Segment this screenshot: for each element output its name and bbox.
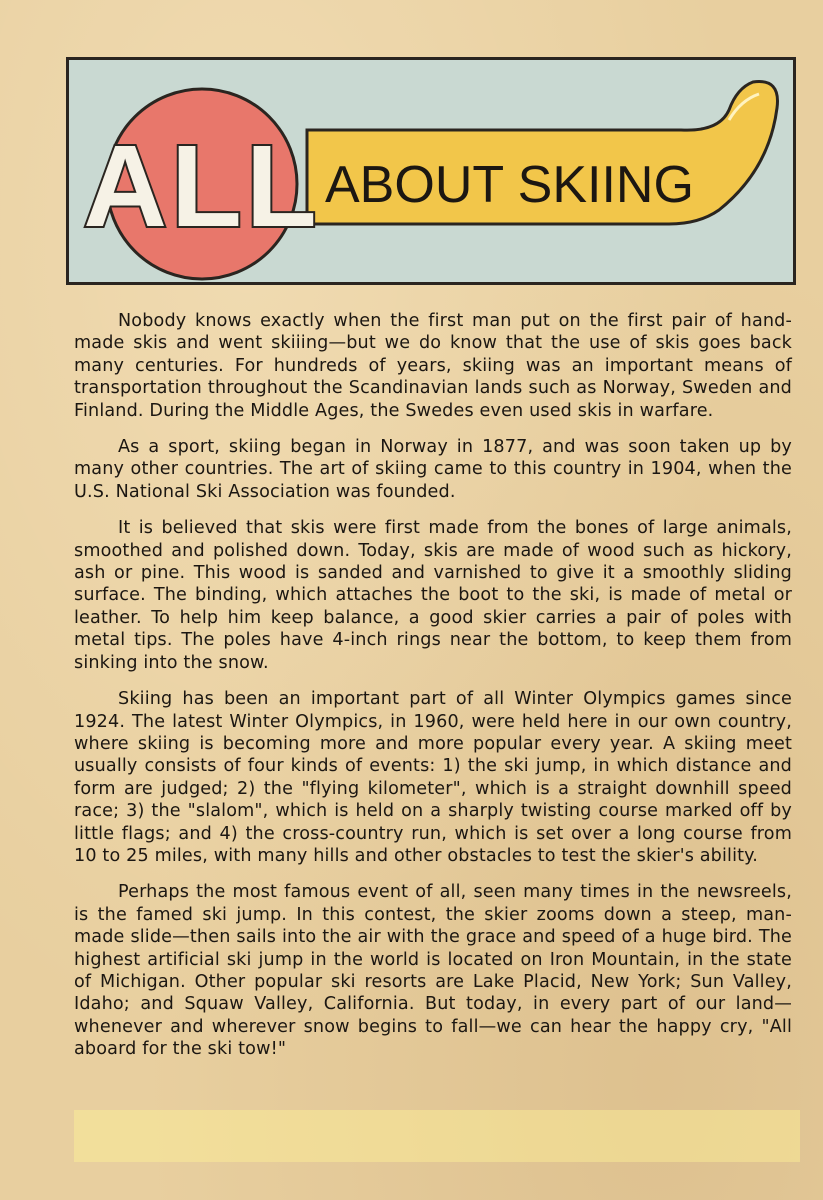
title-about-skiing: ABOUT SKIING <box>325 156 694 214</box>
article-body <box>74 310 792 1061</box>
yellow-highlight <box>74 1110 800 1162</box>
paragraph-2: As a sport, skiing began in Norway in 1877, and was soon taken up by many other countries. The art of skiing came to this country in 1904, when the U.S. National Ski Association was founded. <box>74 437 792 502</box>
paragraph-5: Perhaps the most famous event of all, seen many times in the newsreels, is the famed ski jump. In this contest, the skier zooms down a steep, man-made slide—then sails into the air with the grace and speed of a huge bird. The highest artificial ski jump in the world is located on Iron Mountain, in the state of Michigan. Other popular ski resorts are Lake Placid, New York; Sun Valley, Idaho; and Squaw Valley, California. But today, in every part of our land—whenever and wherever snow begins to fall—we can hear the happy cry, "All aboard for the ski tow!" <box>74 882 792 1060</box>
paragraph-4: Skiing has been an important part of all Winter Olympics games since 1924. The latest Winter Olympics, in 1960, were held here in our own country, where skiing is becoming more and more popular every year. A skiing meet usually consists of four kinds of events: 1) the ski jump, in which distance and form are judged; 2) the "flying kilometer", which is a straight downhill speed race; 3) the "slalom", which is held on a sharply twisting course marked off by little flags; and 4) the cross-country run, which is set over a long course from 10 to 25 miles, with many hills and other obstacles to test the skier's ability. <box>74 689 792 866</box>
paragraph-1: Nobody knows exactly when the first man put on the first pair of hand-made skis and went skiiing—but we do know that the use of skis goes back many centuries. For hundreds of years, skiing was an important means of transportation throughout the Scandinavian lands such as Norway, Sweden and Finland. During the Middle Ages, the Swedes even used skis in warfare. <box>74 311 792 421</box>
paragraph-3: It is believed that skis were first made from the bones of large animals, smoothed and polished down. Today, skis are made of wood such as hickory, ash or pine. This wood is sanded and varnished to give it a smoothly sliding surface. The binding, which attaches the boot to the ski, is made of metal or leather. To help him keep balance, a good skier carries a pair of poles with metal tips. The poles have 4-inch rings near the bottom, to keep them from sinking into the snow. <box>74 518 792 673</box>
title-all: ALL <box>83 121 321 251</box>
title-panel <box>66 57 796 285</box>
title-graphic <box>69 60 793 282</box>
